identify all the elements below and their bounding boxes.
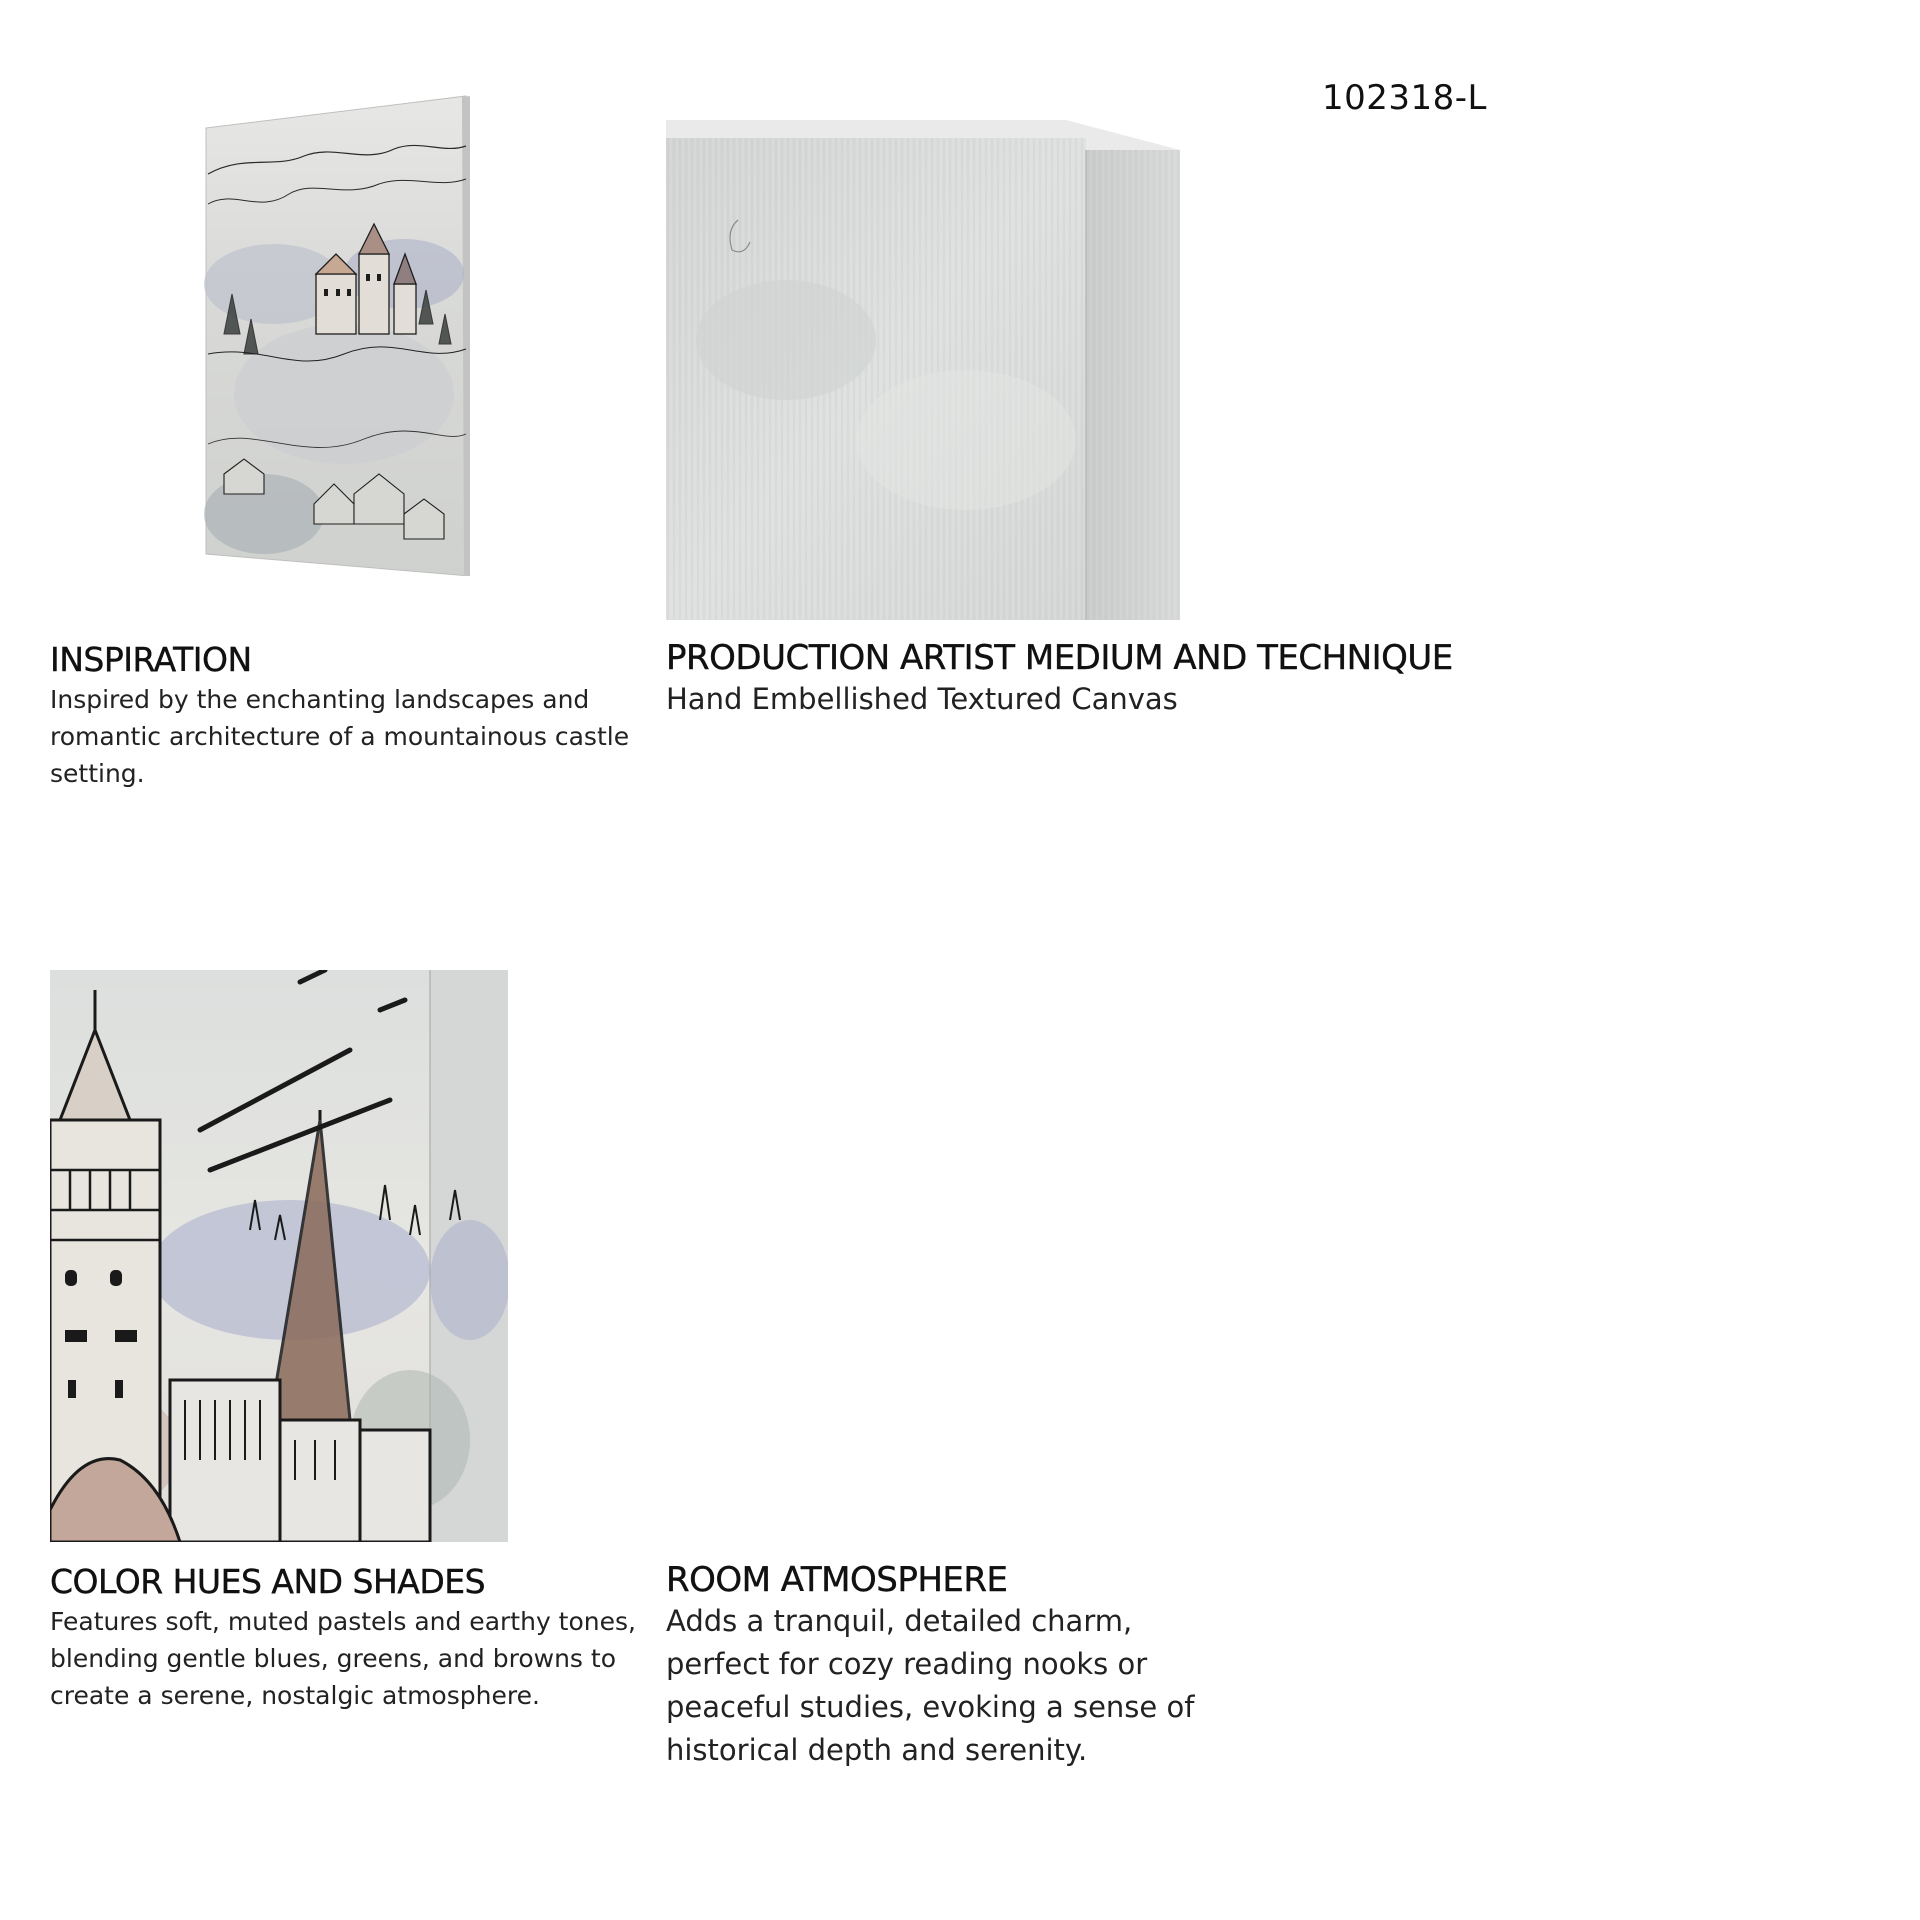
production-heading: PRODUCTION ARTIST MEDIUM AND TECHNIQUE (666, 638, 1453, 678)
color-hues-body: Features soft, muted pastels and earthy tones, blending gentle blues, greens, and browns to create a serene, nostalgic atmosphere. (50, 1607, 636, 1710)
production-section (666, 638, 1566, 721)
product-sku: 102318-L (1322, 78, 1488, 118)
room-atmosphere-heading: ROOM ATMOSPHERE (666, 1560, 1008, 1600)
castle-tower-detail-illustration (50, 970, 508, 1542)
inspiration-body: Inspired by the enchanting landscapes and romantic architecture of a mountainous castle setting. (50, 685, 630, 788)
room-atmosphere-body: Adds a tranquil, detailed charm, perfect for cozy reading nooks or peaceful studies, evoking a sense of historical depth and serenity. (666, 1604, 1195, 1767)
inspiration-heading: INSPIRATION (50, 640, 252, 679)
castle-landscape-illustration (204, 94, 470, 576)
inspiration-section (50, 640, 650, 792)
artwork-detail-closeup-image (50, 970, 508, 1542)
textured-canvas-edge-illustration (666, 120, 1180, 620)
color-hues-section (50, 1562, 650, 1714)
production-body: Hand Embellished Textured Canvas (666, 682, 1178, 716)
room-atmosphere-section (666, 1560, 1246, 1772)
canvas-corner-texture-image (666, 120, 1180, 620)
color-hues-heading: COLOR HUES AND SHADES (50, 1562, 486, 1601)
artwork-canvas-image (204, 94, 470, 576)
